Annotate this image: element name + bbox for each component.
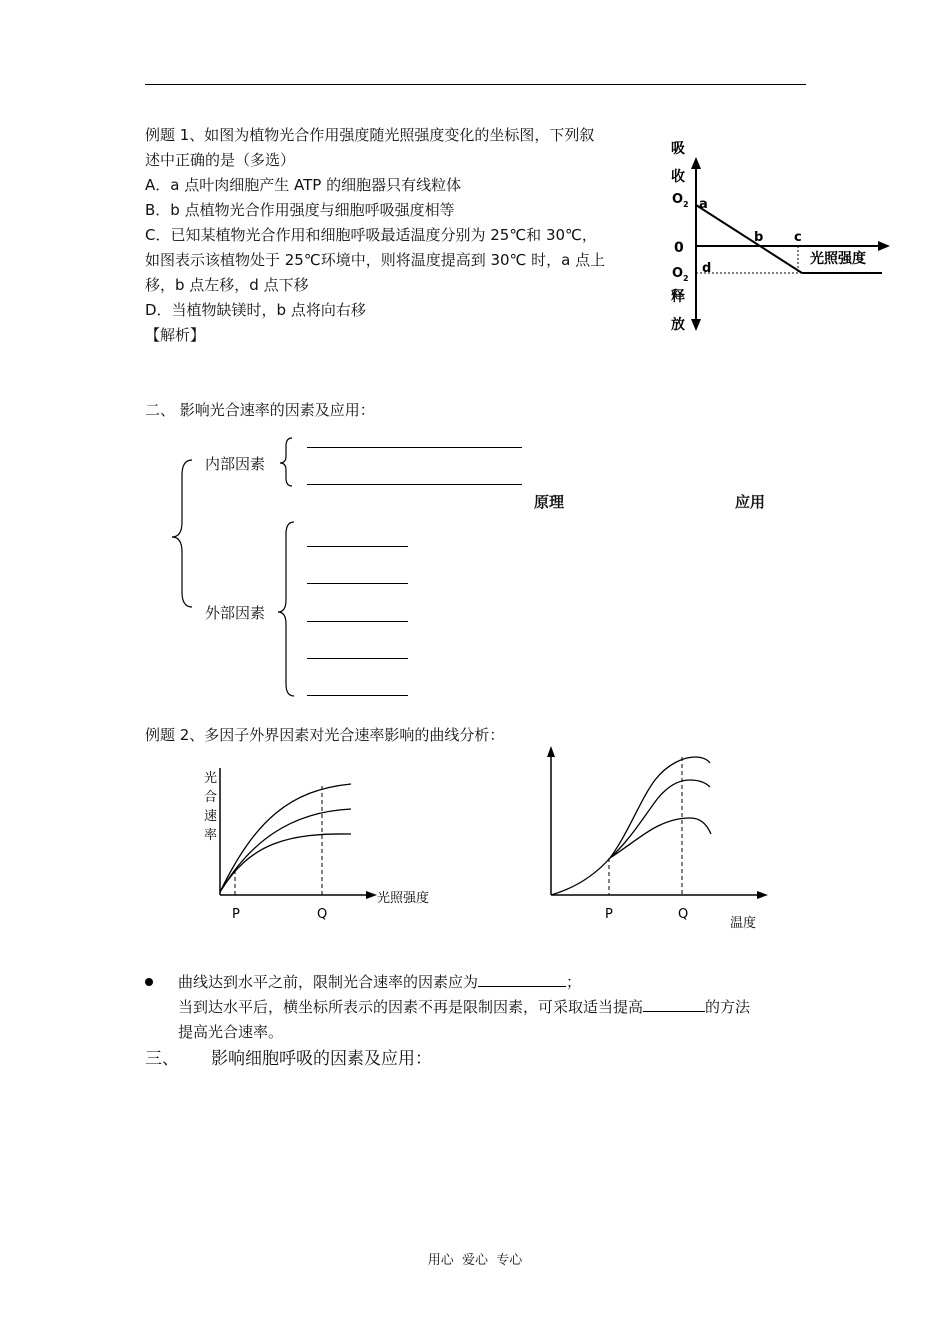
chart1-q-label: Q bbox=[317, 907, 328, 922]
fig1-curve-decline bbox=[696, 205, 802, 273]
fig1-label-release-1: 释 bbox=[671, 289, 685, 305]
example2-title: 例题 2、多因子外界因素对光合速率影响的曲线分析： bbox=[145, 726, 505, 744]
chart1-curve-mid bbox=[220, 809, 351, 892]
chart1-y-char-2: 合 bbox=[204, 790, 218, 805]
bullet-line2-text: 当到达水平后，横坐标所表示的因素不再是限制因素，可采取适当提高 bbox=[178, 998, 644, 1016]
example1-title-line1: 例题 1、如图为植物光合作用强度随光照强度变化的坐标图，下列叙 bbox=[145, 126, 595, 144]
chart2-curve-low bbox=[610, 818, 711, 858]
chart-light-intensity bbox=[195, 760, 455, 930]
fig1-point-a: a bbox=[699, 197, 708, 212]
example1-option-b: B．b 点植物光合作用强度与细胞呼吸强度相等 bbox=[145, 201, 455, 219]
chart2-y-arrow bbox=[547, 746, 555, 757]
bullet-line3: 提高光合速率。 bbox=[178, 1023, 284, 1041]
external-blank-3[interactable] bbox=[307, 621, 408, 622]
principle-header: 原理 bbox=[534, 493, 565, 511]
external-blank-4[interactable] bbox=[307, 658, 408, 659]
internal-factors-label: 内部因素 bbox=[205, 455, 266, 473]
chart2-p-label: P bbox=[605, 907, 613, 922]
header-rule bbox=[145, 84, 806, 85]
fig1-label-o2-bottom: O bbox=[672, 266, 684, 281]
blank-increase-factor[interactable] bbox=[643, 995, 705, 1012]
bullet-line2-end: 的方法 bbox=[705, 998, 751, 1016]
fig1-x-label: 光照强度 bbox=[810, 251, 866, 267]
section2-heading: 二、 影响光合速率的因素及应用： bbox=[145, 401, 375, 419]
example1-option-c-line3: 移，b 点左移，d 点下移 bbox=[145, 276, 309, 294]
fig1-label-o2-top-sub: 2 bbox=[683, 200, 689, 209]
chart1-curve-low bbox=[220, 834, 351, 892]
chart2-q-label: Q bbox=[678, 907, 689, 922]
example1-option-a: A．a 点叶肉细胞产生 ATP 的细胞器只有线粒体 bbox=[145, 176, 462, 194]
fig1-point-b: b bbox=[754, 230, 764, 245]
chart1-p-label: P bbox=[232, 907, 240, 922]
chart1-curve-high bbox=[220, 784, 351, 892]
internal-blank-1[interactable] bbox=[307, 447, 522, 448]
example1-analysis: 【解析】 bbox=[145, 326, 206, 344]
external-factors-label: 外部因素 bbox=[205, 604, 266, 622]
bullet-line1-text: 曲线达到水平之前，限制光合速率的因素应为 bbox=[178, 973, 479, 991]
page-footer: 用心 爱心 专心 bbox=[427, 1253, 523, 1268]
chart1-y-char-4: 率 bbox=[204, 828, 218, 843]
section3-heading: 影响细胞呼吸的因素及应用： bbox=[211, 1049, 432, 1069]
chart2-x-arrow bbox=[757, 891, 768, 899]
fig1-y-arrow-down bbox=[691, 319, 701, 331]
external-blank-1[interactable] bbox=[307, 546, 408, 547]
fig1-label-o2-bottom-sub: 2 bbox=[683, 274, 689, 283]
internal-brace bbox=[280, 438, 292, 486]
application-header: 应用 bbox=[735, 493, 766, 511]
chart1-y-char-1: 光 bbox=[204, 771, 218, 786]
fig1-label-absorb-2: 收 bbox=[671, 169, 685, 185]
external-blank-5[interactable] bbox=[307, 695, 408, 696]
outer-brace bbox=[172, 460, 192, 607]
chart-temperature bbox=[530, 740, 790, 940]
bullet-line1 bbox=[178, 970, 581, 995]
chart1-x-arrow bbox=[366, 891, 377, 899]
fig1-label-zero: 0 bbox=[674, 240, 684, 256]
fig1-label-absorb-1: 吸 bbox=[671, 141, 685, 157]
bullet-dot bbox=[145, 978, 153, 986]
external-brace bbox=[278, 522, 294, 696]
fig1-point-d: d bbox=[702, 261, 712, 276]
fig1-label-o2-top: O bbox=[672, 192, 684, 207]
bullet-line1-end: ； bbox=[566, 973, 582, 991]
chart2-x-label: 温度 bbox=[730, 916, 757, 931]
chart1-y-char-3: 速 bbox=[204, 809, 218, 824]
example1-figure bbox=[660, 135, 900, 335]
fig1-x-arrow bbox=[878, 241, 890, 251]
example1-option-c-line1: C．已知某植物光合作用和细胞呼吸最适温度分别为 25℃和 30℃， bbox=[145, 226, 597, 244]
fig1-label-release-2: 放 bbox=[671, 317, 685, 333]
internal-blank-2[interactable] bbox=[307, 484, 522, 485]
chart1-x-label: 光照强度 bbox=[377, 891, 430, 906]
example1-title-line2: 述中正确的是（多选） bbox=[145, 151, 296, 169]
chart2-curve-high bbox=[551, 757, 710, 895]
fig1-point-c: c bbox=[794, 230, 802, 245]
bullet-line2 bbox=[178, 995, 750, 1020]
external-blank-2[interactable] bbox=[307, 583, 408, 584]
blank-limiting-factor[interactable] bbox=[478, 970, 566, 987]
example1-option-c-line2: 如图表示该植物处于 25℃环境中，则将温度提高到 30℃ 时，a 点上 bbox=[145, 251, 606, 269]
example1-option-d: D．当植物缺镁时，b 点将向右移 bbox=[145, 301, 366, 319]
fig1-y-arrow-up bbox=[691, 157, 701, 169]
section3-number: 三、 bbox=[145, 1049, 179, 1069]
